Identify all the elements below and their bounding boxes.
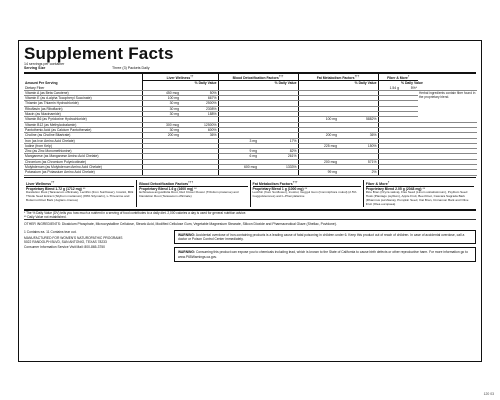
proprietary-blends	[24, 180, 476, 208]
nutrient-name: Thiamin (as Thiamin Hydrochloride)	[24, 101, 142, 106]
nutrient-value: 667%	[180, 96, 218, 101]
nutrient-name: Chromium (as Chromium Polynicotinate)	[24, 159, 142, 164]
nutrient-value	[142, 170, 180, 175]
panel-title: Supplement Facts	[24, 44, 174, 63]
nutrient-value	[218, 170, 258, 175]
nutrient-name: Vitamin A (as Beta Carotene)	[24, 90, 142, 95]
nutrient-value: 3 mg	[218, 138, 258, 143]
lower-section	[24, 230, 476, 265]
manufacturer: MANUFACTURED FOR WOMEN'S NATUROPATHIC PROGRAMS	[24, 235, 123, 240]
blend-description: Echinacea angustifolia Root, Red Clover Flower (Trifolium pratense) and Dandelion Root (Taraxacum officinale)	[139, 190, 239, 199]
nutrient-name: Vitamin E (as d-alpha Tocopheryl Succinate)	[24, 96, 142, 101]
nutrient-name: Iodine (from Kelp)	[24, 143, 142, 148]
nutrient-name: Iron (as Iron Amino Acid Chelate)	[24, 138, 142, 143]
amount-per-serving-header: Amount Per Serving	[25, 80, 58, 85]
serving-size-row	[24, 66, 476, 70]
nutrient-name: Choline (as Choline Bitartrate)	[24, 133, 142, 138]
nutrient-value	[258, 170, 298, 175]
container-info: 1 Contains ea. 11 Contains tear out.	[24, 229, 77, 234]
blend-column	[363, 180, 476, 208]
nutrient-value: 17%	[258, 138, 298, 143]
nutrient-row	[24, 170, 477, 175]
nutrient-name: Potassium (as Potassium Amino Acid Chelate)	[24, 170, 142, 175]
iron-warning-box: WARNING: Accidental overdose of iron-containing products is a leading cause of fatal poisoning in children under 6. Keep this product out of reach of children. In case of accidental overdose, call a doctor or Poison Control Center immediately.	[174, 230, 476, 245]
nutrient-value: 200 mg	[298, 133, 338, 138]
blend-amount-row: Proprietary Blend 1 g (1000 mg) **	[252, 187, 308, 192]
nutrient-value	[378, 170, 400, 175]
footnote-dv-not-established: ** Daily Value not established.	[24, 215, 67, 220]
nutrient-value: 12500%	[180, 122, 218, 127]
nutrient-value: 30 mg	[142, 101, 180, 106]
blend-amount-row: Proprietary Blend 1.72 g (1712 mg) **	[26, 187, 86, 192]
nutrient-name: Dietary Fiber	[24, 86, 142, 91]
nutrient-value	[400, 170, 418, 175]
nutrient-value: 300 mcg	[142, 122, 180, 127]
nutrient-value: 50%	[180, 90, 218, 95]
nutrient-name: Zinc (as Zinc Monomethionine)	[24, 149, 142, 154]
serving-size-value: Three (3) Packets Daily	[112, 66, 150, 71]
serving-size-label: Serving Size	[24, 66, 46, 71]
nutrient-value: 200 mcg	[298, 159, 338, 164]
nutrient-value: 36%	[338, 133, 378, 138]
nutrient-value: 5%*	[400, 86, 418, 91]
nutrient-name: Molybdenum (as Molybdenum Amino Acid Chelate)	[24, 164, 142, 169]
nutrient-value: 450 mcg	[142, 90, 180, 95]
nutrient-value: 1.54 g	[378, 86, 400, 91]
nutrient-value: 2308%	[180, 106, 218, 111]
nutrient-value: 5882%	[338, 117, 378, 122]
lot-code: 120 03	[483, 392, 494, 396]
footnote-dv: * The % Daily Value (DV) tells you how much a nutrient in a serving of food contributes to a daily diet. 2,000 calories a day is used for general nutrition advice.	[24, 211, 247, 216]
servings-per-container: 14 servings per container	[24, 62, 65, 66]
nutrient-value: 600%	[180, 127, 218, 132]
group-header-blood: Blood Detoxification Factors†††	[218, 74, 298, 81]
blend-amount-row: Proprietary Blend 1.6 g (1600 mg) **	[139, 187, 197, 192]
blend-column	[136, 180, 249, 208]
blend-header: Fat Metabolism Factors†††	[253, 180, 361, 188]
prop65-warning-box: WARNING: Consuming this product can expose you to chemicals including lead, which is known to the State of California to cause birth defects or other reproductive harm. For more information go to www.P65Warnings.ca.gov.	[174, 247, 476, 262]
nutrient-value: 225 mcg	[298, 143, 338, 148]
nutrient-value: 1333%	[258, 164, 298, 169]
nutrient-value: 99 mg	[298, 170, 338, 175]
nutrient-name: Pantothenic Acid (as Calcium Pantothenate)	[24, 127, 142, 132]
blend-description: Dandelion Root (Taraxacum officinale), Lecithin (from Sunflower), Inositol, Milk Thistle Seed Extract (Silybum marianum) (80% Silymarin), L-Threonine and Butternut Root Bark (Juglans cinerea)	[26, 190, 134, 203]
group-header-fiber: Fiber & More†	[378, 74, 418, 81]
blend-description: Lecithin (from Sunflower), Inositol, Guggul Gum (Commiphora mukul) (2.5% Guggulsterones) and L-Phenylalanine	[252, 190, 357, 199]
nutrient-value: 30 mg	[142, 106, 180, 111]
nutrient-value: 188%	[180, 112, 218, 117]
nutrient-value: 100 mg	[298, 117, 338, 122]
nutrient-name: Riboflavin (as Riboflavin)	[24, 106, 142, 111]
herbal-note: Herbal ingredients contain fiber found in the proprietary blend.	[418, 90, 477, 122]
nutrient-value: 30 mg	[142, 127, 180, 132]
other-ingredients: OTHER INGREDIENTS: Dicalcium Phosphate, Microcrystalline Cellulose, Stearic Acid, Modified Cellulose Gum, Vegetable Magnesium Stearate, Silicon Dioxide and Pharmaceutical Glaze (Shellac, Povidone).	[24, 222, 337, 227]
address: 5022 RANDOLPH BLVD, SAN ANTONIO, TEXAS 78233	[24, 240, 107, 245]
nutrient-name: Vitamin B6 (as Pyridoxine Hydrochloride)	[24, 117, 142, 122]
consumer-info: Consumer Information Service Visit Mail: 800-865-3750	[24, 244, 105, 249]
nutrient-value: 36%	[180, 133, 218, 138]
nutrient-value: 200 mg	[142, 133, 180, 138]
nutrient-value: 2500%	[180, 101, 218, 106]
nutrient-value: 600 mcg	[218, 164, 258, 169]
nutrient-table: Liver Wellness†† Blood Detoxification Factors††† Fat Metabolism Factors††† Fiber & More† Amount Per Serving % Daily Value % Daily Value % Daily Value % Daily Value Dietary Fiber 1.54 g 5%* Vitamin A (as Beta Carotene) 450 mcg 50% Herbal ingredients contain fiber found in the proprietary blend. Vitamin E (as d-alpha Tocopheryl Succinate) 100 mg 667% Thiamin (as Thiamin Hydrochloride) 30 mg 2500% Riboflavin (as Riboflavin) 30 mg 2308% Niacin (as Niacinamide) 30 mg 188% Vitamin B6 (as Pyridoxine Hydrochloride) 100 mg 5882% Vitamin B12 (as Methylcobalamin) 300 mcg 12500% Pantothenic Acid (as Calcium Pantothenate) 30 mg 600% Choline (as Choline Bitartrate) 200 mg 36% 200 mg 36% Iron (as Iron Amino Acid Chelate) 3 mg 17% Iodine (from Kelp) 225 mcg 150% Zinc (as Zinc Monomethionine) 9 mg 82% Manganese (as Manganese Amino Acid Chelate) 6 mg 261% Chromium (as Chromium Polynicotinate) 200 mcg 571% Molybdenum (as Molybdenum Amino Acid Chelate) 600 mcg 1333% Potassium (as Potassium Amino Acid Chelate) 99 mg 2%	[25, 73, 476, 175]
nutrient-value	[180, 170, 218, 175]
blend-header: Blood Detoxification Factors†††	[139, 180, 247, 188]
blend-amount-row: Proprietary Blend 2.05 g (2048 mg) **	[365, 187, 426, 192]
nutrient-value: 150%	[338, 143, 378, 148]
group-header-liver: Liver Wellness††	[142, 74, 218, 81]
nutrient-name: Vitamin B12 (as Methylcobalamin)	[24, 122, 142, 127]
nutrient-value: 30 mg	[142, 112, 180, 117]
company-info	[24, 230, 174, 265]
nutrient-value: 2%	[338, 170, 378, 175]
nutrient-value: 571%	[338, 159, 378, 164]
nutrient-value: 261%	[258, 154, 298, 159]
blend-description: Rice Bran (Oryza sativa), Flax Seed (Linum usitatissimum), Psyllium Seed Husk (Plantago psyllium), Apple Fruit, Beet Root, Cascara Sagrada Bark (Rhamnus purshiana), Pumpkin Seed, Oat Bran, Cinnamon Bark and Olive Fruit (Olea europaea)	[365, 190, 469, 207]
blend-column	[250, 180, 363, 208]
blend-header: Fiber & More†	[366, 180, 474, 188]
nutrient-name: Niacin (as Niacinamide)	[24, 112, 142, 117]
nutrient-value: 6 mg	[218, 154, 258, 159]
nutrient-value: 9 mg	[218, 149, 258, 154]
nutrient-value: 82%	[258, 149, 298, 154]
nutrient-value: 100 mg	[142, 96, 180, 101]
nutrient-name: Manganese (as Manganese Amino Acid Chelate)	[24, 154, 142, 159]
blend-column	[24, 180, 136, 208]
supplement-facts-panel	[18, 40, 482, 362]
group-header-fat: Fat Metabolism Factors†††	[298, 74, 378, 81]
blend-header: Liver Wellness††	[26, 180, 134, 188]
